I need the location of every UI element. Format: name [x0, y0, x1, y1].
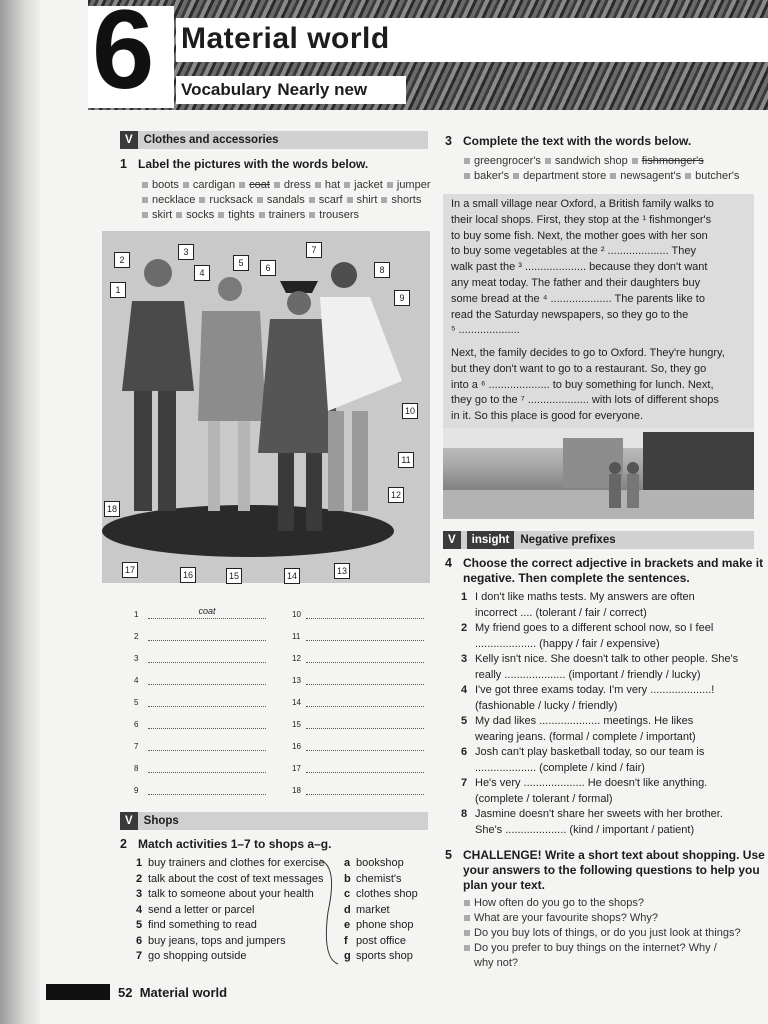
q4-item-text: [475, 745, 765, 776]
word-bullet: [344, 182, 350, 188]
shop-name: post office: [356, 934, 406, 947]
unit-number: 6: [92, 0, 155, 112]
answer-row: [292, 716, 424, 729]
word-line: [460, 154, 760, 169]
activity-number: 3: [136, 888, 143, 900]
q4-item-text: [475, 652, 765, 683]
q5-questions: [460, 896, 760, 971]
text-line: to buy some fish. Next, the mother goes with her son: [451, 229, 708, 242]
word-item: newsagent's: [620, 170, 682, 182]
shop-item: [344, 872, 418, 888]
page-title: Material world: [181, 22, 390, 55]
word-item: tights: [228, 209, 255, 221]
word-item: butcher's: [695, 170, 740, 182]
answer-line: coat: [148, 606, 266, 619]
word-bullet: [176, 212, 182, 218]
word-item: skirt: [152, 209, 173, 221]
answer-line: [306, 628, 424, 641]
callout-box: 3: [178, 244, 194, 260]
q4-line: She's .................... (kind / important / patient): [475, 823, 695, 836]
activity-item: [136, 872, 325, 888]
q2-shops: [344, 856, 418, 965]
q4-item: [461, 807, 761, 838]
word-line: [138, 193, 438, 208]
q4-line: incorrect .... (tolerant / fair / correct): [475, 606, 647, 619]
answer-number: 16: [292, 742, 301, 751]
q4-line: (complete / tolerant / formal): [475, 792, 613, 805]
text-line: walk past the ³ .................... because they don't want: [451, 261, 708, 274]
answer-row: [134, 760, 266, 773]
q4-item: [461, 590, 761, 621]
answer-row: [134, 606, 266, 619]
activity-number: 7: [136, 950, 143, 962]
activity-number: 5: [136, 919, 143, 931]
word-bullet: [315, 182, 321, 188]
word-bullet: [309, 197, 315, 203]
word-bullet: [183, 182, 189, 188]
word-line: [138, 208, 438, 223]
q4-item-text: [475, 714, 765, 745]
q4-item-text: [475, 776, 765, 807]
word-item: rucksack: [209, 194, 253, 206]
answer-row: [134, 782, 266, 795]
shop-letter: c: [344, 888, 351, 900]
answer-number: 3: [134, 654, 139, 663]
activity-item: [136, 934, 325, 950]
q4-line: He's very .................... He doesn't like anything.: [475, 777, 708, 789]
answer-line: [148, 738, 266, 751]
word-item: hat: [324, 179, 341, 191]
answer-number: 13: [292, 676, 301, 685]
text-line: any meat today. The father and their daughters buy: [451, 276, 701, 289]
q4-item-text: [475, 621, 765, 652]
word-bullet: [142, 197, 148, 203]
callout-box: 5: [233, 255, 249, 271]
answer-row: [292, 628, 424, 641]
word-item: baker's: [474, 170, 510, 182]
question-bullet: [464, 930, 470, 936]
text-line: Next, the family decides to go to Oxford. They're hungry,: [451, 347, 725, 359]
callout-box: 4: [194, 265, 210, 281]
word-item: jumper: [396, 179, 431, 191]
question-bullet: [464, 945, 470, 951]
q4-line: My friend goes to a different school now, so I feel: [475, 622, 714, 634]
word-bullet: [545, 158, 551, 164]
word-line: [138, 178, 438, 193]
question-text: What are your favourite shops? Why?: [474, 912, 659, 924]
answer-line: [148, 628, 266, 641]
answer-number: 14: [292, 698, 301, 707]
q1-number: 1: [120, 157, 127, 171]
text-line: they go to the ⁷ .................... with lots of different shops: [451, 394, 719, 407]
word-bullet: [218, 212, 224, 218]
q4-item-text: [475, 807, 765, 838]
street-market-photo: [443, 428, 754, 519]
answer-row: [134, 738, 266, 751]
activity-item: [136, 903, 325, 919]
q4-item: [461, 745, 761, 776]
word-bullet: [239, 182, 245, 188]
answer-number: 5: [134, 698, 139, 707]
answer-row: [292, 650, 424, 663]
callout-box: 6: [260, 260, 276, 276]
section-title: Vocabulary Nearly new: [181, 80, 368, 99]
word-bullet: [513, 173, 519, 179]
q4-number: 4: [445, 556, 452, 570]
callout-box: 15: [226, 568, 242, 584]
q4-line: wearing jeans. (formal / complete / important): [475, 730, 696, 743]
word-item: jacket: [354, 179, 383, 191]
activity-text: buy jeans, tops and jumpers: [148, 934, 286, 947]
text-line: into a ⁶ .................... to buy something for lunch. Next,: [451, 378, 714, 391]
footer-bar: [46, 984, 110, 1000]
word-bullet: [199, 197, 205, 203]
word-bullet: [464, 173, 470, 179]
answer-number: 17: [292, 764, 301, 773]
answer-number: 12: [292, 654, 301, 663]
callout-box: 18: [104, 501, 120, 517]
word-bullet: [257, 197, 263, 203]
answer-line: [148, 782, 266, 795]
callout-box: 13: [334, 563, 350, 579]
answer-row: [292, 782, 424, 795]
q2-activities: [136, 856, 325, 965]
word-bullet: [347, 197, 353, 203]
answer-line: [148, 650, 266, 663]
callout-box: 8: [374, 262, 390, 278]
activity-number: 1: [136, 857, 143, 869]
text-line: ⁵ ....................: [451, 324, 520, 337]
callout-box: 9: [394, 290, 410, 306]
answer-number: 15: [292, 720, 301, 729]
q5-question: [460, 911, 760, 926]
text-line: in it. So this place is good for everyone.: [451, 410, 643, 423]
shop-item: [344, 934, 418, 950]
shop-name: clothes shop: [356, 888, 418, 900]
q4-item-number: 2: [461, 622, 468, 634]
word-item: greengrocer's: [474, 155, 541, 167]
answer-number: 9: [134, 786, 139, 795]
q4-item: [461, 652, 761, 683]
clothes-section-header: V Clothes and accessories: [120, 131, 428, 149]
answer-number: 11: [292, 632, 301, 641]
word-bullet: [632, 158, 638, 164]
book-spine: [0, 0, 40, 1024]
q5-question: [460, 896, 760, 911]
answer-row: [292, 694, 424, 707]
vocab-badge: V: [120, 131, 138, 149]
q4-item: [461, 776, 761, 807]
q4-line: I don't like maths tests. My answers are often: [475, 591, 695, 603]
q4-instruction-1: Choose the correct adjective in brackets and make it: [463, 556, 764, 570]
q4-line: .................... (happy / fair / expensive): [475, 637, 660, 650]
activity-number: 2: [136, 872, 143, 885]
shop-name: bookshop: [356, 857, 404, 869]
answer-row: [292, 672, 424, 685]
callout-box: 16: [180, 567, 196, 583]
word-item: socks: [186, 209, 215, 221]
word-bullet: [274, 182, 280, 188]
answer-row: [134, 628, 266, 641]
activity-text: send a letter or parcel: [148, 903, 255, 916]
answer-line: [306, 606, 424, 619]
activity-text: talk to someone about your health: [148, 888, 314, 900]
word-item: trousers: [319, 209, 360, 221]
activity-number: 6: [136, 934, 143, 947]
q1-instruction: Label the pictures with the words below.: [138, 157, 369, 171]
answer-number: 7: [134, 742, 139, 751]
activity-item: [136, 949, 325, 965]
q4-item-number: 6: [461, 746, 468, 758]
callout-box: 10: [402, 403, 418, 419]
q4-item-number: 7: [461, 777, 468, 789]
answer-line: [306, 738, 424, 751]
q3-paragraph-2: [451, 346, 751, 425]
q3-number: 3: [445, 134, 452, 148]
question-text: Do you prefer to buy things on the internet? Why /: [474, 942, 717, 954]
word-bullet: [259, 212, 265, 218]
answer-row: [134, 694, 266, 707]
text-line: their local shops. First, they stop at the ¹ fishmonger's: [451, 213, 712, 226]
text-line: In a small village near Oxford, a British family walks to: [451, 198, 714, 210]
callout-box: 7: [306, 242, 322, 258]
word-item: department store: [523, 170, 607, 182]
answer-number: 8: [134, 764, 139, 773]
activity-text: buy trainers and clothes for exercise: [148, 857, 325, 869]
shop-letter: e: [344, 919, 351, 931]
q4-instruction-2: negative. Then complete the sentences.: [463, 571, 690, 585]
word-item: necklace: [152, 194, 196, 206]
answer-number: 4: [134, 676, 139, 685]
shop-name: market: [356, 903, 390, 916]
callout-box: 17: [122, 562, 138, 578]
q4-line: (fashionable / lucky / friendly): [475, 699, 618, 712]
clothes-illustration: [102, 231, 430, 583]
word-bullet: [387, 182, 393, 188]
text-line: but they don't want to go to a restaurant. So, they go: [451, 362, 707, 375]
word-item: trainers: [268, 209, 306, 221]
q5-instruction-2: your answers to the following questions to help you: [463, 863, 760, 877]
word-bullet: [381, 197, 387, 203]
page-number: 52: [118, 985, 133, 1000]
answer-line: [306, 694, 424, 707]
shops-section-header: V Shops: [120, 812, 428, 830]
shop-letter: f: [344, 934, 348, 947]
word-bullet: [685, 173, 691, 179]
shop-name: phone shop: [356, 919, 414, 931]
answer-row: [134, 716, 266, 729]
q4-line: Jasmine doesn't share her sweets with her brother.: [475, 808, 723, 820]
shop-item: [344, 887, 418, 903]
page-footer: [118, 985, 227, 1000]
q5-instruction-3: plan your text.: [463, 878, 546, 892]
vocab-badge: V: [120, 812, 138, 830]
question-bullet: [464, 915, 470, 921]
q4-line: really .................... (important / friendly / lucky): [475, 668, 701, 681]
word-bullet: [610, 173, 616, 179]
shop-item: [344, 918, 418, 934]
word-bullet: [309, 212, 315, 218]
activity-text: find something to read: [148, 919, 257, 931]
answer-number: 1: [134, 610, 139, 619]
answer-line: [306, 672, 424, 685]
answer-number: 10: [292, 610, 301, 619]
q4-item-number: 1: [461, 591, 468, 603]
text-line: some bread at the ⁴ .................... The parents like to: [451, 292, 705, 305]
shop-name: chemist's: [356, 872, 402, 885]
answer-line: [148, 716, 266, 729]
answer-line: [148, 694, 266, 707]
q4-item-text: [475, 590, 765, 621]
answer-number: 2: [134, 632, 139, 641]
q5-number: 5: [445, 848, 452, 862]
shop-letter: d: [344, 903, 351, 916]
q2-instruction: Match activities 1–7 to shops a–g.: [138, 837, 332, 851]
answer-row: [292, 760, 424, 773]
activity-item: [136, 856, 325, 872]
q3-word-box: [460, 154, 760, 184]
q3-instruction: Complete the text with the words below.: [463, 134, 692, 148]
subsection-title: Nearly new: [277, 80, 368, 99]
q4-item-number: 4: [461, 684, 468, 696]
callout-box: 1: [110, 282, 126, 298]
q4-item-number: 5: [461, 715, 468, 727]
question-bullet: [464, 900, 470, 906]
q4-item: [461, 714, 761, 745]
word-item: scarf: [318, 194, 343, 206]
activity-item: [136, 887, 325, 903]
q4-line: Josh can't play basketball today, so our team is: [475, 746, 705, 758]
shop-item: [344, 856, 418, 872]
q5-question: [460, 956, 760, 971]
text-line: read the Saturday newspapers, so they go to the: [451, 308, 689, 321]
q4-line: I've got three exams today. I'm very ....................!: [475, 684, 715, 696]
word-item: shorts: [391, 194, 422, 206]
word-item: dress: [283, 179, 311, 191]
activity-text: talk about the cost of text messages: [148, 872, 324, 885]
word-bullet: [464, 158, 470, 164]
q3-paragraph-1: [451, 197, 751, 339]
answer-line: [148, 672, 266, 685]
footer-title: Material world: [139, 985, 228, 1000]
text-line: to buy some vegetables at the ² .................... They: [451, 245, 696, 258]
callout-box: 11: [398, 452, 414, 468]
shop-name: sports shop: [356, 950, 413, 962]
answer-line: [306, 650, 424, 663]
q4-line: .................... (complete / kind / fair): [475, 761, 645, 774]
q4-item-number: 8: [461, 808, 468, 820]
answer-line: [306, 760, 424, 773]
word-line: [460, 169, 760, 184]
shop-letter: b: [344, 872, 351, 885]
word-bullet: [142, 212, 148, 218]
vocab-badge: V: [443, 531, 461, 549]
shop-item: [344, 949, 418, 965]
callout-box: 2: [114, 252, 130, 268]
answer-line: [306, 716, 424, 729]
word-item: fishmonger's: [641, 155, 704, 167]
q4-item-text: [475, 683, 765, 714]
q1-word-box: [138, 178, 438, 223]
answer-number: 18: [292, 786, 301, 795]
q2-number: 2: [120, 837, 127, 851]
activity-text: go shopping outside: [148, 950, 247, 962]
word-item: sandwich shop: [554, 155, 628, 167]
callout-box: 12: [388, 487, 404, 503]
word-item: shirt: [356, 194, 378, 206]
q5-instruction-1: CHALLENGE! Write a short text about shopping. Use: [463, 848, 765, 862]
answer-row: [292, 738, 424, 751]
question-text: How often do you go to the shops?: [474, 897, 645, 909]
answer-line: [148, 760, 266, 773]
answer-number: 6: [134, 720, 139, 729]
answer-row: [292, 606, 424, 619]
q4-item: [461, 683, 761, 714]
word-item: coat: [249, 179, 270, 191]
answer-line: [306, 782, 424, 795]
q5-question: [460, 941, 760, 956]
activity-item: [136, 918, 325, 934]
q5-question: [460, 926, 760, 941]
market-scene: [443, 428, 754, 519]
word-item: sandals: [266, 194, 305, 206]
people-illustration: [102, 231, 430, 583]
insight-section-header: V insight Negative prefixes: [443, 531, 754, 549]
answer-row: [134, 650, 266, 663]
question-text: Do you buy lots of things, or do you just look at things?: [474, 927, 741, 939]
answer-row: [134, 672, 266, 685]
q4-item-number: 3: [461, 653, 468, 665]
word-item: cardigan: [192, 179, 236, 191]
q4-item: [461, 621, 761, 652]
shop-item: [344, 903, 418, 919]
word-item: boots: [152, 179, 179, 191]
question-text: why not?: [474, 957, 519, 969]
word-bullet: [142, 182, 148, 188]
shop-letter: g: [344, 950, 351, 962]
insight-badge: insight: [467, 531, 515, 549]
shop-letter: a: [344, 857, 351, 869]
activity-number: 4: [136, 903, 143, 916]
q4-line: My dad likes .................... meetings. He likes: [475, 715, 694, 727]
q4-line: Kelly isn't nice. She doesn't talk to other people. She's: [475, 653, 739, 665]
callout-box: 14: [284, 568, 300, 584]
matching-bracket: [318, 858, 340, 966]
